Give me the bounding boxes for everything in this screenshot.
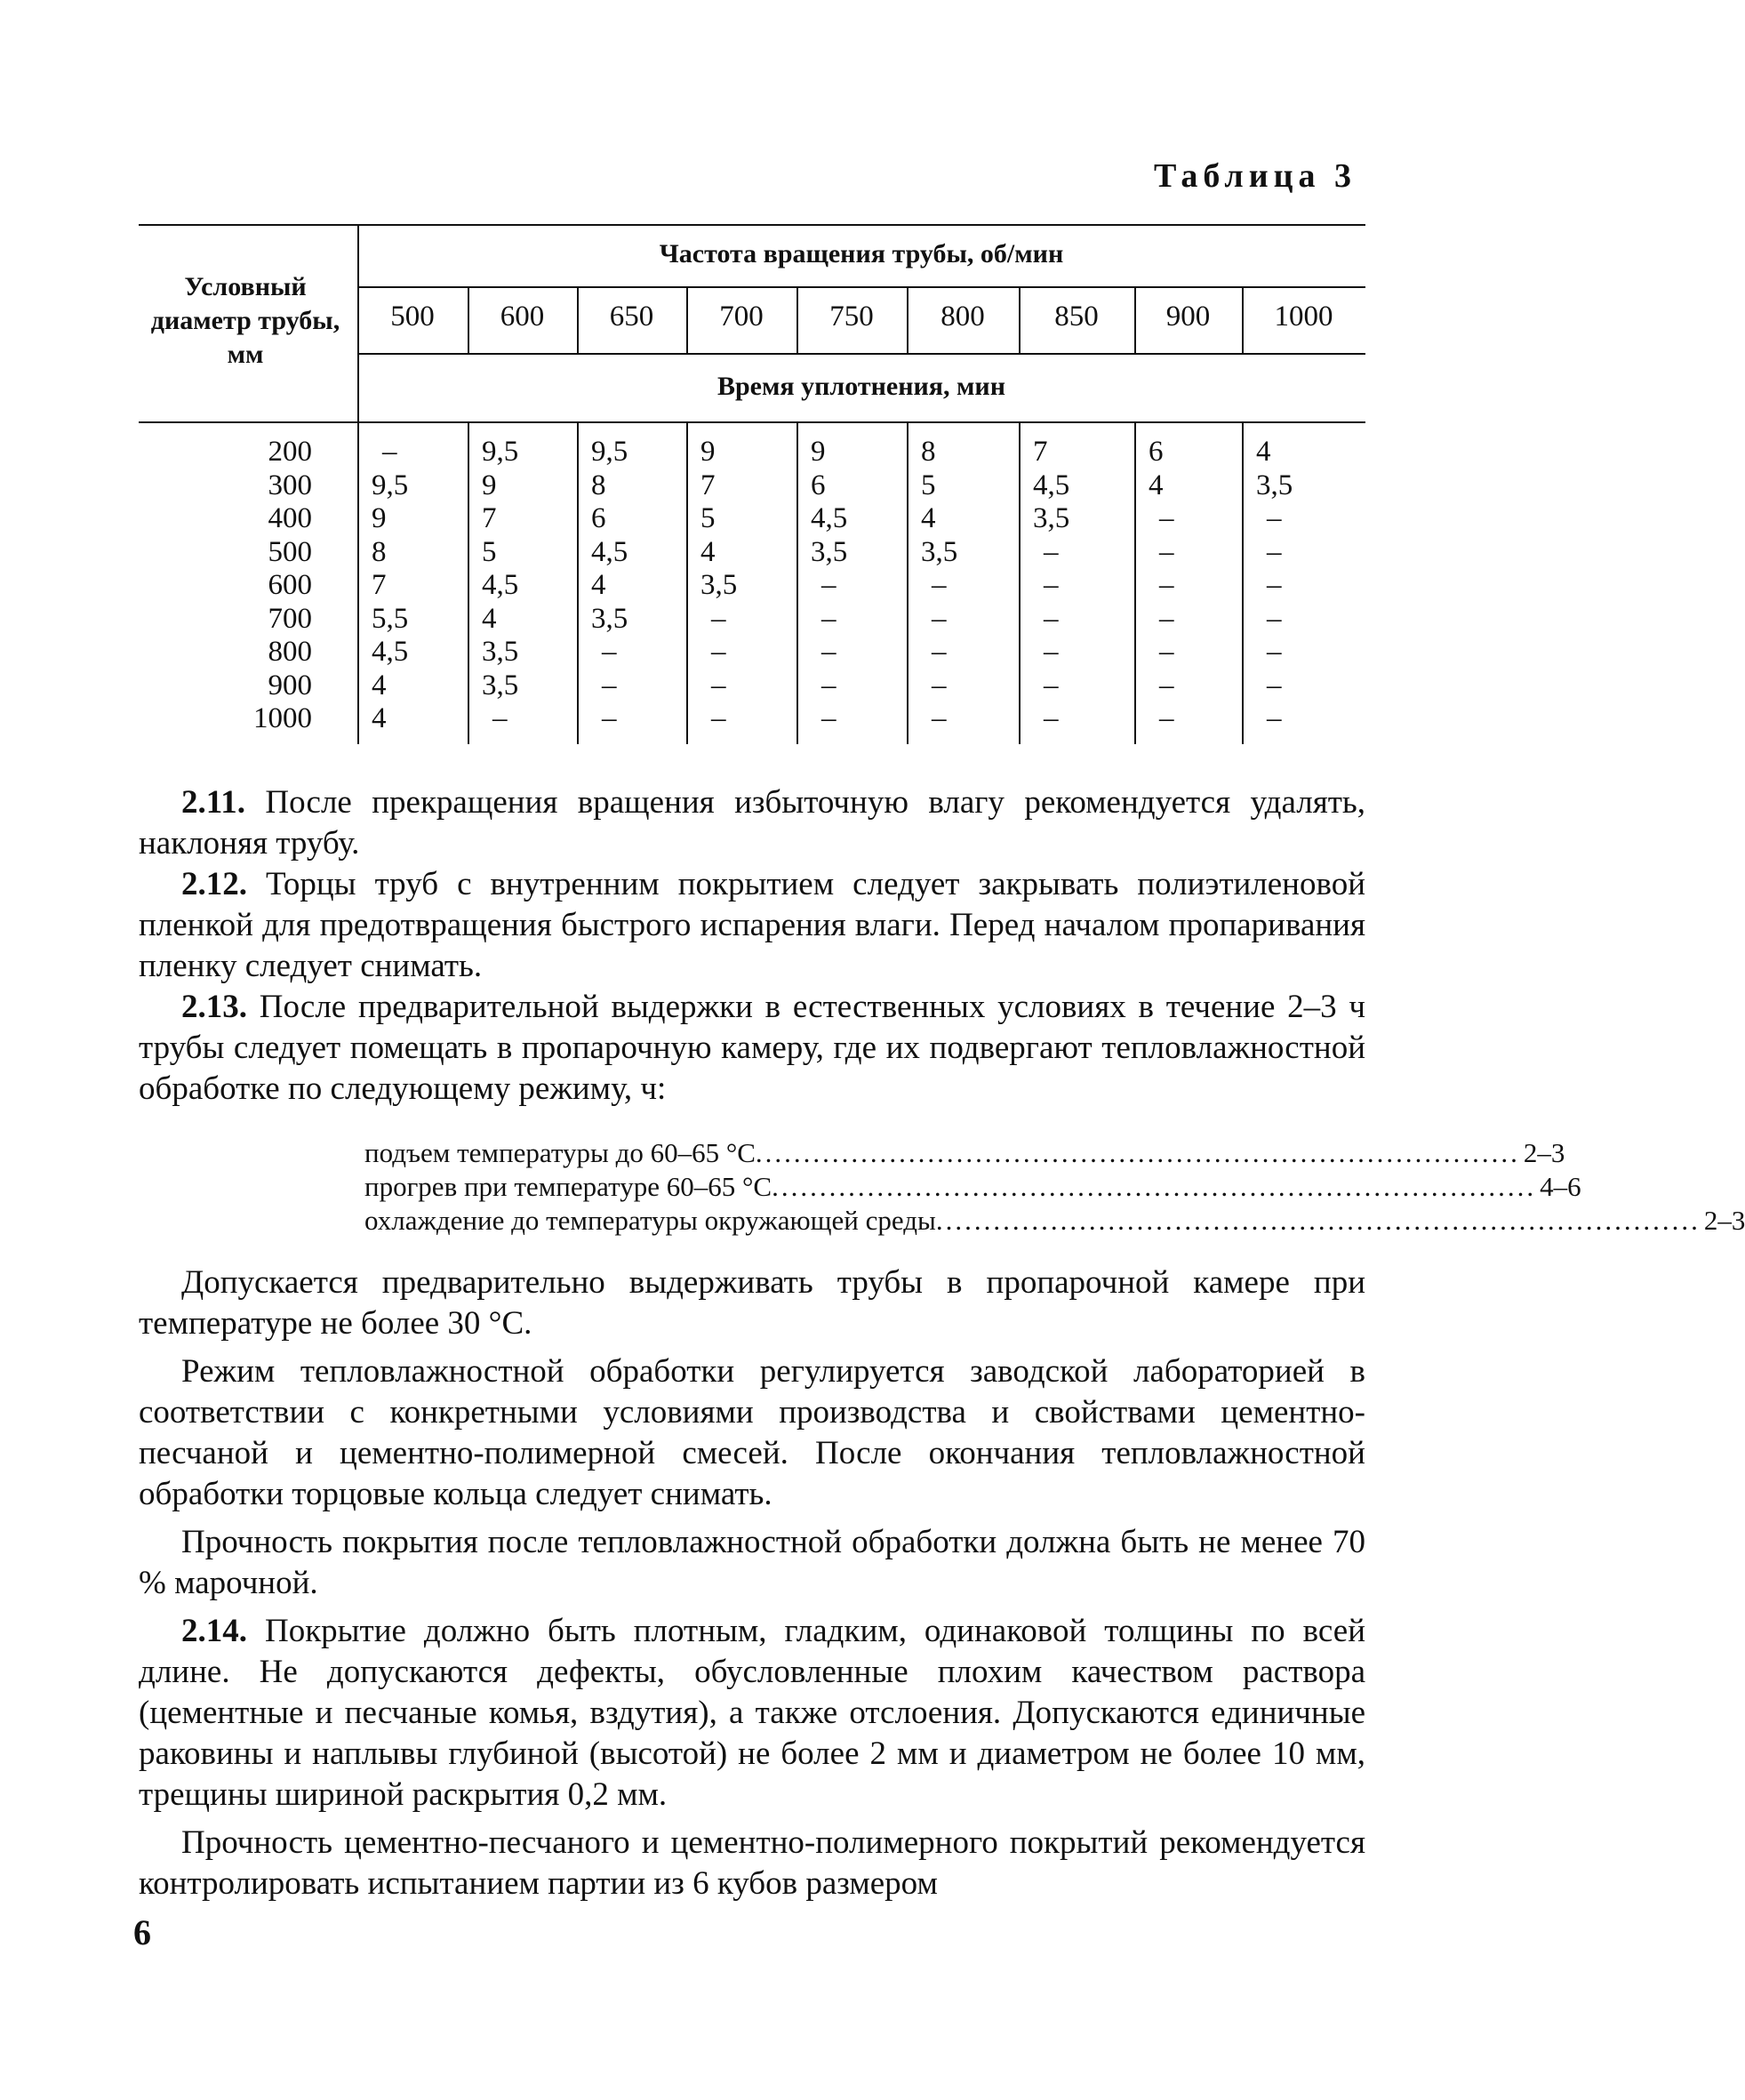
table-cell: – — [1159, 702, 1174, 734]
table-cell: – — [602, 669, 617, 701]
table-cell: – — [821, 602, 836, 635]
table-cell: 9 — [811, 436, 826, 468]
column-divider — [686, 421, 688, 744]
regime-value: 4–6 — [1540, 1171, 1581, 1202]
freq-header-rule — [357, 286, 1365, 288]
paragraph-2-11: 2.11. После прекращения вращения избыточную влагу рекомендуется удалять, наклоняя трубу. — [139, 784, 1366, 862]
frequency-header-cell: 1000 — [1274, 301, 1333, 333]
table-top-rule — [139, 224, 1365, 226]
table-cell: 4,5 — [482, 569, 519, 601]
data-column — [700, 436, 737, 736]
table-cell: 9,5 — [482, 436, 519, 468]
regime-row — [364, 1136, 1565, 1170]
table-cell: – — [932, 602, 947, 635]
table-cell: 7 — [482, 502, 497, 534]
table-cell: 5 — [700, 502, 716, 534]
table-cell: – — [1159, 535, 1174, 568]
clause-number: 2.12. — [181, 866, 247, 902]
table-cell: 4,5 — [1033, 469, 1070, 501]
frequency-header-cell: 700 — [719, 301, 764, 333]
table-cell: – — [1044, 569, 1059, 601]
diameter-cell: 200 — [268, 436, 312, 468]
clause-number: 2.14. — [181, 1613, 247, 1649]
heat-treatment-regime — [364, 1136, 1745, 1238]
table-cell: 3,5 — [1256, 469, 1293, 501]
freq-values-rule — [357, 353, 1365, 355]
table-cell: 9 — [372, 502, 387, 534]
table-cell: – — [932, 636, 947, 668]
table-cell: – — [932, 702, 947, 734]
frequency-header-cell: 600 — [500, 301, 545, 333]
table-cell: – — [711, 702, 726, 734]
table-cell: – — [1044, 702, 1059, 734]
table-cell: 5 — [482, 535, 497, 568]
diameter-cell: 400 — [268, 502, 312, 534]
data-column — [372, 436, 408, 736]
table-cell: – — [1044, 535, 1059, 568]
paragraph-2-13: 2.13. После предварительной выдержки в естественных условиях в течение 2–3 ч трубы следует помещать в пропарочную камеру, где их подвергают тепловлажностной обработке по следующему режиму, ч: — [139, 989, 1366, 1107]
table-cell: 4 — [372, 702, 387, 734]
table-cell: 9,5 — [591, 436, 628, 468]
table-cell: – — [821, 636, 836, 668]
data-column — [921, 436, 957, 736]
diameter-cell: 300 — [268, 469, 312, 501]
regime-value: 2–3 — [1523, 1137, 1565, 1168]
table-cell: – — [932, 669, 947, 701]
column-divider — [1019, 421, 1021, 744]
table-cell: – — [1267, 702, 1282, 734]
table-cell: 3,5 — [811, 535, 848, 568]
table-cell: 4,5 — [811, 502, 848, 534]
page-number: 6 — [133, 1912, 151, 1952]
column-divider — [907, 421, 909, 744]
table-cell: 4 — [1256, 436, 1271, 468]
data-column — [482, 436, 518, 736]
diameter-cell: 900 — [268, 669, 312, 701]
table-cell: – — [382, 436, 397, 468]
text-block-2 — [139, 1262, 1365, 1904]
table-cell: 9 — [700, 436, 716, 468]
table-cell: – — [1267, 502, 1282, 534]
table-cell: 4,5 — [372, 636, 409, 668]
column-divider — [1242, 421, 1244, 744]
table-cell: – — [1159, 669, 1174, 701]
table-cell: 3,5 — [1033, 502, 1070, 534]
table-cell: 6 — [591, 502, 606, 534]
table-cell: 4 — [700, 535, 716, 568]
leader-dots: ................................................................................ — [755, 1137, 1520, 1168]
table-cell: 8 — [372, 535, 387, 568]
frequency-header-cell: 650 — [609, 301, 654, 333]
table-cell: – — [1159, 502, 1174, 534]
regime-label: подъем температуры до 60–65 °С — [364, 1137, 756, 1168]
regime-row — [364, 1170, 1581, 1204]
data-column — [591, 436, 628, 736]
table-cell: – — [1267, 636, 1282, 668]
table-cell: 6 — [1149, 436, 1164, 468]
diameter-cell: 500 — [268, 535, 312, 568]
data-column — [1256, 436, 1293, 736]
paragraph-allowed: Допускается предварительно выдерживать трубы в пропарочной камере при температуре не более 30 °С. — [139, 1264, 1365, 1342]
table-cell: – — [1044, 602, 1059, 635]
table-cell: – — [492, 702, 508, 734]
table-cell: – — [1159, 602, 1174, 635]
clause-number: 2.13. — [181, 989, 247, 1025]
data-column — [811, 436, 847, 736]
regime-label: охлаждение до температуры окружающей среды — [364, 1205, 936, 1236]
frequency-header-cell: 800 — [941, 301, 985, 333]
table-cell: 5,5 — [372, 602, 409, 635]
paragraph-control: Прочность цементно-песчаного и цементно-полимерного покрытий рекомендуется контролировать испытанием партии из 6 кубов размером — [139, 1824, 1365, 1902]
diameter-cell: 600 — [268, 569, 312, 601]
table-cell: 9 — [482, 469, 497, 501]
table-cell: – — [1267, 669, 1282, 701]
table-cell: – — [602, 702, 617, 734]
table-cell: – — [1267, 602, 1282, 635]
paragraph-2-14: 2.14. Покрытие должно быть плотным, гладким, одинаковой толщины по всей длине. Не допускаются дефекты, обусловленные плохим качеством раствора (цементные и песчаные комья, вздутия), а также отслоения. Допускаются единичные раковины и наплывы глубиной (высотой) не более 2 мм и диаметром не более 10 мм, трещины шириной раскрытия 0,2 мм. — [139, 1613, 1365, 1813]
leader-dots: ................................................................................ — [935, 1205, 1701, 1236]
regime-value: 2–3 — [1703, 1205, 1745, 1236]
column-divider — [468, 421, 469, 744]
regime-label: прогрев при температуре 60–65 °С — [364, 1171, 772, 1202]
table-cell: – — [821, 569, 836, 601]
header-bottom-rule — [139, 421, 1365, 423]
data-column — [1149, 436, 1174, 736]
table-cell: 5 — [921, 469, 936, 501]
table-cell: – — [602, 636, 617, 668]
frequency-header-cell: 750 — [829, 301, 874, 333]
leader-dots: ................................................................................ — [772, 1171, 1537, 1202]
table-cell: 3,5 — [921, 535, 958, 568]
time-header: Время уплотнения, мин — [716, 372, 1006, 401]
table-cell: 4 — [482, 602, 497, 635]
diameter-cell: 800 — [268, 636, 312, 668]
table-cell: 7 — [372, 569, 387, 601]
table-cell: – — [1267, 569, 1282, 601]
table-cell: 9,5 — [372, 469, 409, 501]
table-cell: – — [821, 669, 836, 701]
text-block-1 — [139, 782, 1365, 1110]
diameter-column — [139, 436, 312, 736]
frequency-header-cell: 900 — [1165, 301, 1211, 333]
table-cell: – — [821, 702, 836, 734]
column-divider — [796, 421, 798, 744]
table-cell: – — [1159, 636, 1174, 668]
table-cell: 4 — [921, 502, 936, 534]
paragraph-2-12: 2.12. Торцы труб с внутренним покрытием следует закрывать полиэтиленовой пленкой для предотвращения быстрого испарения влаги. Перед началом пропаривания пленку следует снимать. — [139, 866, 1365, 984]
regime-row — [364, 1204, 1745, 1238]
column-divider — [1134, 421, 1136, 744]
table-cell: 3,5 — [482, 669, 519, 701]
table-caption: Таблица 3 — [1153, 157, 1357, 195]
table-cell: 3,5 — [591, 602, 628, 635]
frequency-header-cell: 500 — [390, 301, 435, 333]
table-cell: 4,5 — [591, 535, 628, 568]
clause-number: 2.11. — [181, 784, 245, 821]
table-cell: 4 — [591, 569, 606, 601]
table-cell: – — [1044, 669, 1059, 701]
table-cell: – — [711, 636, 726, 668]
table-cell: – — [711, 602, 726, 635]
column-divider — [577, 421, 579, 744]
table-cell: 3,5 — [700, 569, 738, 601]
table-cell: 4 — [1149, 469, 1164, 501]
table-cell: 8 — [591, 469, 606, 501]
diameter-cell: 1000 — [253, 702, 312, 734]
table-cell: 3,5 — [482, 636, 519, 668]
table-cell: 8 — [921, 436, 936, 468]
table-cell: – — [1044, 636, 1059, 668]
freq-header: Частота вращения трубы, об/мин — [659, 239, 1064, 269]
diameter-cell: 700 — [268, 602, 312, 635]
data-column — [1033, 436, 1069, 736]
table-cell: – — [1267, 535, 1282, 568]
table-cell: – — [932, 569, 947, 601]
table-cell: 6 — [811, 469, 826, 501]
frequency-header-cell: 850 — [1054, 301, 1099, 333]
table-cell: 4 — [372, 669, 387, 701]
paragraph-mode: Режим тепловлажностной обработки регулируется заводской лабораторией в соответствии с конкретными условиями производства и свойствами цементно-песчаной и цементно-полимерной смесей. После окончания тепловлажностной обработки торцовые кольца следует снимать. — [139, 1353, 1365, 1512]
table-cell: 7 — [700, 469, 716, 501]
table-cell: 7 — [1033, 436, 1048, 468]
paragraph-strength: Прочность покрытия после тепловлажностной обработки должна быть не менее 70 % марочной. — [139, 1524, 1365, 1601]
table-cell: – — [1159, 569, 1174, 601]
table-cell: – — [711, 669, 726, 701]
row-header: Условный диаметр трубы, мм — [150, 272, 340, 369]
